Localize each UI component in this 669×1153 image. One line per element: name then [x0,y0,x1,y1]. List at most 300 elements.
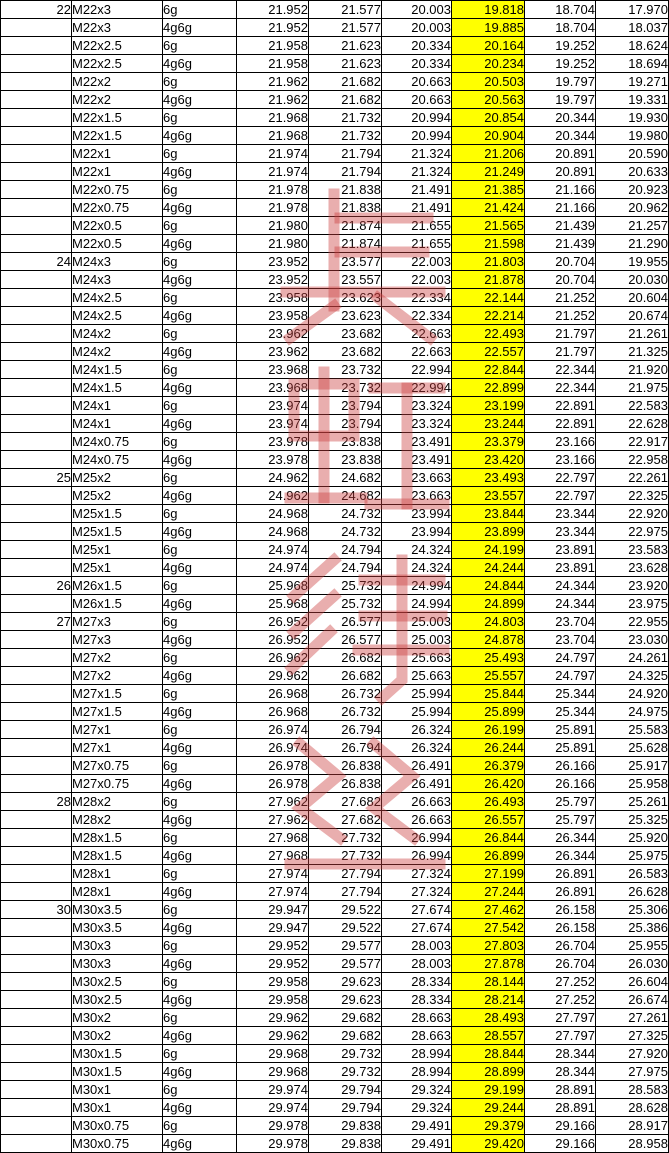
table-row [1,577,669,595]
value-cell: 21.980 [237,217,309,235]
size-cell [1,685,72,703]
highlighted-value-cell: 26.899 [452,847,525,865]
value-cell: 26.978 [237,757,309,775]
highlighted-value-cell: 29.199 [452,1081,525,1099]
value-cell: 25.955 [596,937,669,955]
value-cell: 20.030 [596,271,669,289]
value-cell: 23.577 [309,253,382,271]
thread-cell: M22x1.5 [72,109,163,127]
table-row [1,775,669,793]
table-row [1,649,669,667]
thread-cell: M22x0.75 [72,199,163,217]
value-cell: 24.682 [309,487,382,505]
thread-cell: M30x1 [72,1099,163,1117]
value-cell: 21.978 [237,181,309,199]
value-cell: 23.794 [309,397,382,415]
value-cell: 24.797 [525,667,596,685]
size-cell [1,181,72,199]
highlighted-value-cell: 24.199 [452,541,525,559]
highlighted-value-cell: 27.878 [452,955,525,973]
tolerance-class-cell: 4g6g [163,991,237,1009]
value-cell: 22.891 [525,415,596,433]
tolerance-class-cell: 6g [163,325,237,343]
size-cell [1,361,72,379]
thread-cell: M25x1 [72,541,163,559]
value-cell: 25.325 [596,811,669,829]
highlighted-value-cell: 29.420 [452,1135,525,1153]
highlighted-value-cell: 22.844 [452,361,525,379]
size-cell [1,937,72,955]
value-cell: 23.166 [525,433,596,451]
value-cell: 25.968 [237,577,309,595]
thread-cell: M22x1 [72,145,163,163]
value-cell: 20.334 [382,55,452,73]
value-cell: 29.947 [237,901,309,919]
table-row [1,163,669,181]
table-row [1,829,669,847]
size-cell: 28 [1,793,72,811]
value-cell: 23.974 [237,415,309,433]
value-cell: 22.003 [382,271,452,289]
value-cell: 21.978 [237,199,309,217]
value-cell: 28.628 [596,1099,669,1117]
highlighted-value-cell: 24.899 [452,595,525,613]
value-cell: 21.797 [525,325,596,343]
highlighted-value-cell: 22.214 [452,307,525,325]
value-cell: 25.920 [596,829,669,847]
thread-cell: M30x1 [72,1081,163,1099]
tolerance-class-cell: 6g [163,1081,237,1099]
size-cell [1,379,72,397]
value-cell: 25.732 [309,577,382,595]
value-cell: 25.306 [596,901,669,919]
thread-cell: M25x1.5 [72,505,163,523]
tolerance-class-cell: 4g6g [163,379,237,397]
tolerance-class-cell: 4g6g [163,1135,237,1153]
value-cell: 23.166 [525,451,596,469]
value-cell: 29.962 [237,1027,309,1045]
thread-cell: M24x3 [72,271,163,289]
value-cell: 26.324 [382,721,452,739]
size-cell [1,109,72,127]
tolerance-class-cell: 4g6g [163,955,237,973]
value-cell: 23.920 [596,577,669,595]
table-row [1,289,669,307]
tolerance-class-cell: 4g6g [163,307,237,325]
tolerance-class-cell: 6g [163,73,237,91]
tolerance-class-cell: 4g6g [163,1027,237,1045]
value-cell: 27.732 [309,847,382,865]
tolerance-class-cell: 4g6g [163,559,237,577]
highlighted-value-cell: 27.462 [452,901,525,919]
tolerance-class-cell: 4g6g [163,127,237,145]
size-cell [1,865,72,883]
tolerance-class-cell: 4g6g [163,919,237,937]
value-cell: 29.522 [309,901,382,919]
value-cell: 25.958 [596,775,669,793]
value-cell: 23.891 [525,559,596,577]
value-cell: 23.030 [596,631,669,649]
thread-cell: M30x3.5 [72,901,163,919]
thread-cell: M28x2 [72,793,163,811]
tolerance-class-cell: 6g [163,865,237,883]
value-cell: 27.797 [525,1027,596,1045]
value-cell: 29.794 [309,1081,382,1099]
value-cell: 24.974 [237,559,309,577]
size-cell [1,829,72,847]
size-cell [1,667,72,685]
value-cell: 26.891 [525,865,596,883]
size-cell [1,1045,72,1063]
table-row [1,973,669,991]
highlighted-value-cell: 20.234 [452,55,525,73]
table-row [1,451,669,469]
value-cell: 22.325 [596,487,669,505]
size-cell [1,973,72,991]
thread-cell: M25x1.5 [72,523,163,541]
table-row [1,631,669,649]
tolerance-class-cell: 6g [163,649,237,667]
highlighted-value-cell: 28.557 [452,1027,525,1045]
value-cell: 27.261 [596,1009,669,1027]
value-cell: 26.158 [525,919,596,937]
tolerance-class-cell: 6g [163,505,237,523]
table-row [1,847,669,865]
value-cell: 29.623 [309,973,382,991]
size-cell [1,73,72,91]
value-cell: 26.974 [237,721,309,739]
table-row [1,19,669,37]
table-row [1,793,669,811]
value-cell: 29.682 [309,1009,382,1027]
highlighted-value-cell: 26.844 [452,829,525,847]
value-cell: 22.003 [382,253,452,271]
highlighted-value-cell: 21.206 [452,145,525,163]
value-cell: 26.324 [382,739,452,757]
thread-cell: M30x2.5 [72,973,163,991]
value-cell: 21.491 [382,199,452,217]
table-row [1,235,669,253]
value-cell: 29.978 [237,1135,309,1153]
value-cell: 26.674 [596,991,669,1009]
value-cell: 28.344 [525,1045,596,1063]
size-cell [1,271,72,289]
value-cell: 25.344 [525,685,596,703]
value-cell: 27.252 [525,973,596,991]
size-cell [1,559,72,577]
size-cell [1,1099,72,1117]
value-cell: 29.974 [237,1081,309,1099]
value-cell: 22.917 [596,433,669,451]
value-cell: 24.732 [309,505,382,523]
value-cell: 19.331 [596,91,669,109]
value-cell: 22.344 [525,379,596,397]
thread-cell: M25x2 [72,469,163,487]
value-cell: 20.962 [596,199,669,217]
tolerance-class-cell: 4g6g [163,775,237,793]
thread-cell: M22x0.75 [72,181,163,199]
value-cell: 23.838 [309,451,382,469]
highlighted-value-cell: 20.503 [452,73,525,91]
value-cell: 25.583 [596,721,669,739]
table-row [1,919,669,937]
value-cell: 19.797 [525,91,596,109]
value-cell: 23.952 [237,271,309,289]
value-cell: 23.491 [382,433,452,451]
value-cell: 20.344 [525,109,596,127]
thread-cell: M22x3 [72,1,163,19]
tolerance-class-cell: 4g6g [163,811,237,829]
value-cell: 29.952 [237,937,309,955]
value-cell: 26.158 [525,901,596,919]
value-cell: 27.325 [596,1027,669,1045]
value-cell: 26.604 [596,973,669,991]
thread-cell: M30x0.75 [72,1117,163,1135]
value-cell: 23.663 [382,469,452,487]
thread-cell: M25x2 [72,487,163,505]
value-cell: 21.166 [525,181,596,199]
value-cell: 26.491 [382,775,452,793]
thread-cell: M22x2 [72,73,163,91]
value-cell: 22.663 [382,325,452,343]
thread-cell: M27x1.5 [72,685,163,703]
value-cell: 29.947 [237,919,309,937]
value-cell: 17.970 [596,1,669,19]
highlighted-value-cell: 20.904 [452,127,525,145]
thread-cell: M27x2 [72,667,163,685]
tolerance-class-cell: 4g6g [163,703,237,721]
value-cell: 20.923 [596,181,669,199]
size-cell [1,1063,72,1081]
table-row [1,685,669,703]
value-cell: 26.891 [525,883,596,901]
value-cell: 22.958 [596,451,669,469]
highlighted-value-cell: 26.557 [452,811,525,829]
value-cell: 25.891 [525,739,596,757]
thread-cell: M30x1.5 [72,1045,163,1063]
thread-cell: M24x2 [72,325,163,343]
value-cell: 21.577 [309,19,382,37]
value-cell: 20.994 [382,127,452,145]
value-cell: 25.628 [596,739,669,757]
table-row [1,325,669,343]
size-cell [1,739,72,757]
value-cell: 25.344 [525,703,596,721]
table-row [1,865,669,883]
thread-cell: M30x1.5 [72,1063,163,1081]
value-cell: 28.917 [596,1117,669,1135]
value-cell: 23.978 [237,433,309,451]
value-cell: 26.952 [237,631,309,649]
thread-cell: M25x1 [72,559,163,577]
tolerance-class-cell: 6g [163,937,237,955]
size-cell: 26 [1,577,72,595]
table-row [1,667,669,685]
value-cell: 28.344 [525,1063,596,1081]
value-cell: 26.663 [382,793,452,811]
tolerance-class-cell: 6g [163,1045,237,1063]
value-cell: 19.955 [596,253,669,271]
value-cell: 20.663 [382,91,452,109]
highlighted-value-cell: 22.493 [452,325,525,343]
value-cell: 23.794 [309,415,382,433]
size-cell [1,541,72,559]
size-cell [1,55,72,73]
size-cell [1,991,72,1009]
value-cell: 29.682 [309,1027,382,1045]
value-cell: 23.838 [309,433,382,451]
value-cell: 21.732 [309,109,382,127]
value-cell: 27.674 [382,901,452,919]
value-cell: 23.682 [309,343,382,361]
size-cell [1,289,72,307]
size-cell [1,127,72,145]
highlighted-value-cell: 21.424 [452,199,525,217]
value-cell: 21.968 [237,127,309,145]
value-cell: 18.704 [525,1,596,19]
value-cell: 24.261 [596,649,669,667]
highlighted-value-cell: 25.557 [452,667,525,685]
value-cell: 23.975 [596,595,669,613]
value-cell: 29.974 [237,1099,309,1117]
value-cell: 22.261 [596,469,669,487]
value-cell: 25.261 [596,793,669,811]
thread-cell: M24x1.5 [72,361,163,379]
value-cell: 24.968 [237,505,309,523]
thread-cell: M22x2 [72,91,163,109]
tolerance-class-cell: 4g6g [163,739,237,757]
value-cell: 29.978 [237,1117,309,1135]
value-cell: 29.522 [309,919,382,937]
thread-cell: M30x2 [72,1027,163,1045]
highlighted-value-cell: 24.803 [452,613,525,631]
table-row [1,1027,669,1045]
value-cell: 27.682 [309,811,382,829]
size-cell: 22 [1,1,72,19]
thread-cell: M30x2.5 [72,991,163,1009]
table-row [1,541,669,559]
value-cell: 28.003 [382,937,452,955]
value-cell: 20.003 [382,1,452,19]
size-cell [1,811,72,829]
highlighted-value-cell: 29.244 [452,1099,525,1117]
table-row [1,37,669,55]
value-cell: 26.838 [309,757,382,775]
value-cell: 21.252 [525,307,596,325]
table-row [1,991,669,1009]
highlighted-value-cell: 20.854 [452,109,525,127]
highlighted-value-cell: 28.214 [452,991,525,1009]
thread-cell: M22x2.5 [72,37,163,55]
value-cell: 26.682 [309,649,382,667]
value-cell: 23.962 [237,343,309,361]
value-cell: 24.732 [309,523,382,541]
value-cell: 26.166 [525,775,596,793]
thread-cell: M27x1 [72,721,163,739]
table-row [1,415,669,433]
value-cell: 29.324 [382,1081,452,1099]
size-cell [1,397,72,415]
value-cell: 26.344 [525,847,596,865]
value-cell: 24.994 [382,595,452,613]
value-cell: 19.797 [525,73,596,91]
size-cell: 30 [1,901,72,919]
value-cell: 24.994 [382,577,452,595]
value-cell: 29.732 [309,1063,382,1081]
highlighted-value-cell: 23.899 [452,523,525,541]
value-cell: 23.557 [309,271,382,289]
thread-cell: M26x1.5 [72,595,163,613]
value-cell: 29.577 [309,955,382,973]
table-row [1,757,669,775]
value-cell: 28.583 [596,1081,669,1099]
value-cell: 23.968 [237,361,309,379]
highlighted-value-cell: 21.878 [452,271,525,289]
tolerance-class-cell: 4g6g [163,343,237,361]
thread-cell: M24x1 [72,415,163,433]
thread-cell: M27x1.5 [72,703,163,721]
tolerance-class-cell: 4g6g [163,667,237,685]
value-cell: 29.968 [237,1063,309,1081]
value-cell: 26.491 [382,757,452,775]
table-row [1,811,669,829]
value-cell: 20.633 [596,163,669,181]
tolerance-class-cell: 4g6g [163,631,237,649]
tolerance-class-cell: 6g [163,361,237,379]
value-cell: 24.797 [525,649,596,667]
highlighted-value-cell: 28.899 [452,1063,525,1081]
table-row [1,433,669,451]
table-row [1,361,669,379]
value-cell: 18.037 [596,19,669,37]
value-cell: 23.623 [309,307,382,325]
value-cell: 23.324 [382,397,452,415]
value-cell: 26.838 [309,775,382,793]
value-cell: 21.874 [309,217,382,235]
size-cell: 24 [1,253,72,271]
value-cell: 29.166 [525,1117,596,1135]
value-cell: 23.344 [525,523,596,541]
value-cell: 21.655 [382,217,452,235]
highlighted-value-cell: 28.844 [452,1045,525,1063]
value-cell: 27.682 [309,793,382,811]
value-cell: 29.623 [309,991,382,1009]
highlighted-value-cell: 22.899 [452,379,525,397]
value-cell: 22.975 [596,523,669,541]
thread-cell: M27x3 [72,631,163,649]
table-row [1,1,669,19]
tolerance-class-cell: 4g6g [163,91,237,109]
highlighted-value-cell: 25.493 [452,649,525,667]
tolerance-class-cell: 6g [163,253,237,271]
value-cell: 23.891 [525,541,596,559]
value-cell: 20.590 [596,145,669,163]
value-cell: 28.334 [382,991,452,1009]
value-cell: 26.166 [525,757,596,775]
value-cell: 21.491 [382,181,452,199]
value-cell: 25.663 [382,649,452,667]
size-cell [1,1027,72,1045]
highlighted-value-cell: 23.199 [452,397,525,415]
value-cell: 20.704 [525,271,596,289]
table-row [1,613,669,631]
value-cell: 22.920 [596,505,669,523]
thread-cell: M22x1.5 [72,127,163,145]
value-cell: 21.655 [382,235,452,253]
table-row [1,1009,669,1027]
value-cell: 20.891 [525,163,596,181]
value-cell: 21.838 [309,199,382,217]
